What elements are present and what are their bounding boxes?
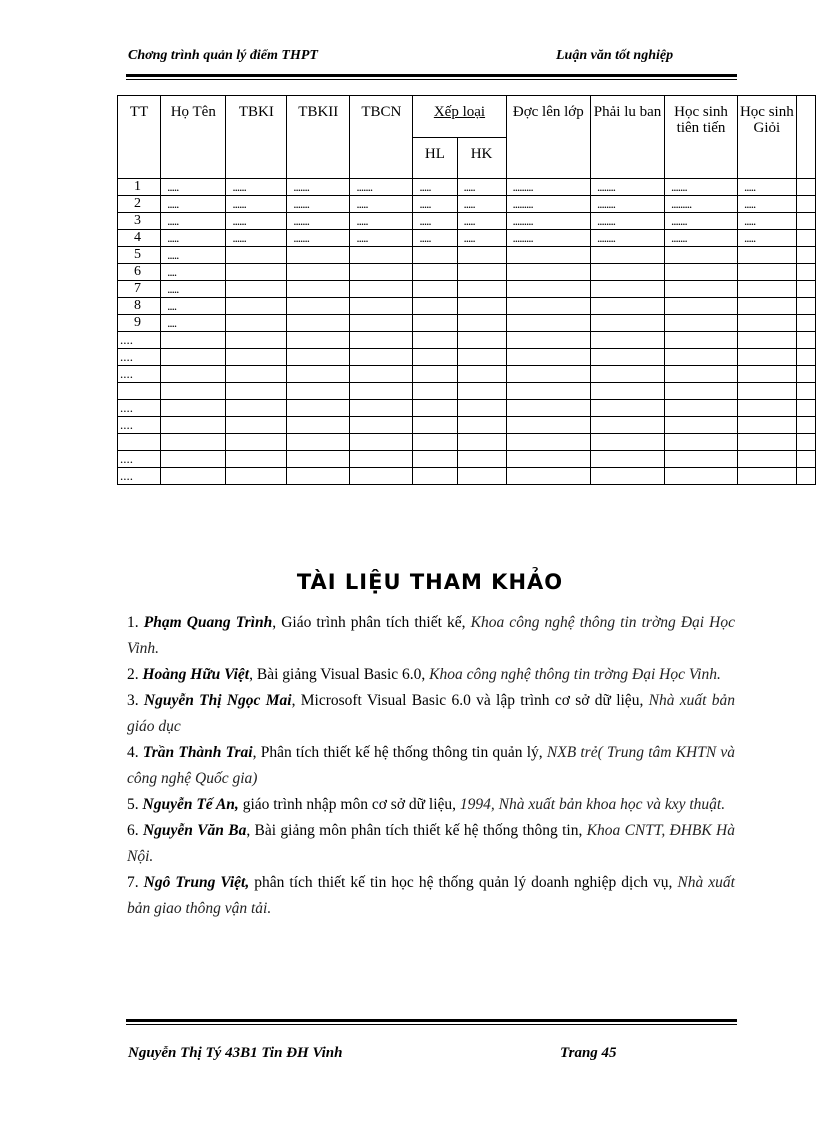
table-cell [161,349,226,366]
table-cell: ....... [665,179,738,196]
reference-text: , Giáo trình phân tích thiết kế, [272,614,471,631]
table-cell [226,247,287,264]
table-cell: ..... [161,281,226,298]
header-title-right: Luận văn tốt nghiệp [556,48,674,63]
table-cell [457,298,506,315]
table-cell [350,383,413,400]
reference-number: 1. [127,614,139,631]
table-cell [591,264,665,281]
table-row [118,196,816,213]
table-cell [413,451,457,468]
table-cell [413,315,457,332]
header-rule-thick [126,74,737,77]
table-cell: ..... [457,179,506,196]
table-cell-extra [796,281,815,298]
reference-number: 4. [127,744,139,761]
col-header-tbki: TBKI [226,96,287,179]
table-cell [457,434,506,451]
table-cell [287,417,350,434]
table-cell [161,400,226,417]
table-cell: ........ [591,179,665,196]
table-cell [287,383,350,400]
table-cell: ..... [161,196,226,213]
table-cell [287,281,350,298]
row-number: 5 [118,247,161,264]
col-header-tt: TT [118,96,161,179]
table-cell [506,264,591,281]
page-number: Trang 45 [560,1045,617,1061]
reference-source: Khoa CNTT, ĐHBK Hà Nội. [127,822,735,865]
table-cell [506,383,591,400]
table-cell [350,332,413,349]
table-cell [226,332,287,349]
table-cell [457,315,506,332]
table-cell [506,332,591,349]
table-cell [413,281,457,298]
table-cell: ...... [226,196,287,213]
table-cell-extra [796,349,815,366]
table-cell: ...... [226,230,287,247]
reference-item [127,740,735,792]
table-cell [665,468,738,485]
table-cell [506,400,591,417]
table-cell [738,332,797,349]
table-cell [738,400,797,417]
table-cell [738,298,797,315]
references-list [127,610,735,922]
table-cell: ..... [161,179,226,196]
reference-text: phân tích thiết kế tin học hệ thống quản lý doanh nghiệp dịch vụ, [249,874,678,891]
table-cell-extra [796,264,815,281]
reference-item [127,688,735,740]
table-cell [506,298,591,315]
table-cell [287,332,350,349]
table-cell: ......... [506,196,591,213]
table-cell [413,332,457,349]
reference-source: Nhà xuất bản giao thông vận tải. [127,874,735,917]
reference-text: , Bài giảng Visual Basic 6.0, [249,666,430,683]
table-cell [457,366,506,383]
header-title-left: Chơng trình quản lý điểm THPT [128,48,318,63]
table-cell [413,298,457,315]
table-cell [506,451,591,468]
table-cell [350,451,413,468]
table-cell [591,315,665,332]
table-cell [665,281,738,298]
col-header-hs-tien-tien: Học sinh tiên tiến [665,96,738,179]
table-cell [665,264,738,281]
table-cell: ..... [413,230,457,247]
table-cell [591,468,665,485]
reference-source: 1994, Nhà xuất bản khoa học và kxy thuật. [459,796,726,813]
table-cell [457,264,506,281]
table-cell-extra [796,400,815,417]
table-cell: ....... [287,196,350,213]
table-cell: ....... [287,213,350,230]
table-cell [350,281,413,298]
table-cell: ..... [738,179,797,196]
table-cell: ..... [413,179,457,196]
table-cell [457,332,506,349]
row-number: 8 [118,298,161,315]
table-cell [413,417,457,434]
table-row [118,383,816,400]
table-cell [226,468,287,485]
table-cell [457,281,506,298]
table-cell [226,281,287,298]
reference-author: Hoàng Hữu Việt [142,666,250,683]
col-header-duoc-len-lop: Đợc lên lớp [506,96,591,179]
table-cell [506,417,591,434]
reference-source: NXB trẻ( Trung tâm KHTN và công nghệ Quốc gia) [127,744,736,787]
table-row [118,281,816,298]
row-number: 9 [118,315,161,332]
table-cell: ......... [506,230,591,247]
table-cell: ...... [226,179,287,196]
row-number: 6 [118,264,161,281]
reference-item [127,870,735,922]
table-cell [161,451,226,468]
table-cell-extra [796,332,815,349]
table-cell [413,434,457,451]
footer-author: Nguyễn Thị Tý 43B1 Tin ĐH Vinh [128,1045,343,1061]
table-cell: ..... [161,230,226,247]
row-number: .... [118,349,161,366]
table-cell [161,434,226,451]
table-cell-extra [796,468,815,485]
table-cell [738,366,797,383]
table-cell [413,468,457,485]
reference-number: 5. [127,796,139,813]
grades-table-body [118,179,816,485]
table-cell [287,349,350,366]
table-cell [350,298,413,315]
table-cell [161,468,226,485]
table-row [118,213,816,230]
table-cell: ..... [738,196,797,213]
table-cell [457,451,506,468]
table-cell: ....... [287,230,350,247]
table-cell [350,349,413,366]
table-cell [350,434,413,451]
table-row [118,417,816,434]
table-row [118,315,816,332]
table-cell: ....... [287,179,350,196]
row-number: 4 [118,230,161,247]
row-number: 2 [118,196,161,213]
table-cell [665,451,738,468]
table-cell [738,281,797,298]
reference-number: 7. [127,874,139,891]
row-number: .... [118,332,161,349]
col-header-hs-gioi: Học sinh Giỏi [738,96,797,179]
table-cell: ......... [665,196,738,213]
table-cell: ....... [350,179,413,196]
table-cell [665,366,738,383]
table-cell: ......... [506,213,591,230]
table-cell [738,468,797,485]
table-cell: ..... [738,230,797,247]
table-cell [226,434,287,451]
table-cell [591,247,665,264]
table-row [118,366,816,383]
table-cell [506,349,591,366]
table-cell [457,383,506,400]
table-cell [591,281,665,298]
table-cell [350,264,413,281]
table-cell: ..... [413,196,457,213]
row-number: .... [118,366,161,383]
table-cell [738,451,797,468]
table-cell [226,264,287,281]
table-row [118,451,816,468]
reference-source: Nhà xuất bản giáo dục [127,692,735,735]
table-cell [665,434,738,451]
table-cell [287,434,350,451]
col-header-hk: HK [457,138,506,179]
table-cell-extra [796,247,815,264]
table-cell [738,264,797,281]
reference-author: Phạm Quang Trình [143,614,273,631]
table-cell [665,400,738,417]
table-cell-extra [796,213,815,230]
table-cell [413,383,457,400]
table-cell [665,247,738,264]
table-cell [161,417,226,434]
table-cell-extra [796,179,815,196]
table-cell-extra [796,451,815,468]
table-cell [413,366,457,383]
table-cell [287,451,350,468]
table-cell-extra [796,383,815,400]
table-cell-extra [796,417,815,434]
table-cell-extra [796,230,815,247]
table-cell: .... [161,315,226,332]
table-row [118,230,816,247]
table-cell: .... [161,298,226,315]
row-number: .... [118,400,161,417]
table-cell [287,315,350,332]
table-cell [350,315,413,332]
table-cell [738,434,797,451]
table-cell [457,247,506,264]
reference-author: Nguyễn Văn Ba [142,822,247,839]
reference-number: 3. [127,692,139,709]
table-cell [413,247,457,264]
table-cell [350,247,413,264]
table-cell [665,383,738,400]
table-cell: ..... [350,230,413,247]
table-cell [506,281,591,298]
table-cell [738,315,797,332]
table-cell [591,349,665,366]
table-cell [161,332,226,349]
table-cell-extra [796,298,815,315]
footer-rule-thick [126,1019,737,1022]
table-cell: ..... [457,213,506,230]
table-cell [287,366,350,383]
table-cell [161,366,226,383]
table-cell [457,468,506,485]
table-cell [506,434,591,451]
table-cell: ......... [506,179,591,196]
table-cell: ....... [665,230,738,247]
table-cell [350,366,413,383]
table-cell: ..... [457,230,506,247]
header-rule-thin [126,79,737,80]
table-cell [350,417,413,434]
table-cell: ........ [591,230,665,247]
reference-text: , Microsoft Visual Basic 6.0 và lập trình cơ sở dữ liệu, [291,692,649,709]
col-header-tbkii: TBKII [287,96,350,179]
table-cell [413,400,457,417]
row-number: .... [118,468,161,485]
table-cell [350,468,413,485]
table-cell: ..... [350,196,413,213]
table-cell: ...... [226,213,287,230]
table-cell: ..... [350,213,413,230]
table-cell [226,315,287,332]
table-cell: ........ [591,213,665,230]
table-cell [738,247,797,264]
reference-author: Nguyễn Tế An, [142,796,239,813]
table-cell [738,349,797,366]
row-number [118,383,161,400]
table-row [118,247,816,264]
table-cell [665,315,738,332]
reference-author: Trần Thành Trai [142,744,253,761]
grades-table [117,95,816,485]
col-header-ho-ten: Họ Tên [161,96,226,179]
reference-author: Ngô Trung Việt, [143,874,250,891]
row-number: 3 [118,213,161,230]
table-cell [591,332,665,349]
col-header-tbcn: TBCN [350,96,413,179]
col-header-phai-lu-ban: Phải lu ban [591,96,665,179]
reference-item [127,610,735,662]
table-cell [506,247,591,264]
table-cell: ....... [665,213,738,230]
reference-author: Nguyễn Thị Ngọc Mai [143,692,292,709]
table-cell: ..... [413,213,457,230]
table-row [118,298,816,315]
table-cell [287,264,350,281]
table-cell [457,349,506,366]
table-cell [226,349,287,366]
table-cell [665,349,738,366]
table-cell [591,400,665,417]
table-cell [226,451,287,468]
reference-text: , Phân tích thiết kế hệ thống thông tin quản lý, [252,744,547,761]
table-cell [226,298,287,315]
reference-number: 6. [127,822,139,839]
table-cell [226,400,287,417]
table-cell [287,298,350,315]
table-row [118,264,816,281]
table-cell: ..... [161,213,226,230]
table-cell [350,400,413,417]
table-cell [665,298,738,315]
table-row [118,400,816,417]
table-row [118,332,816,349]
table-cell [591,434,665,451]
reference-text: , Bài giảng môn phân tích thiết kế hệ thống thông tin, [246,822,587,839]
table-cell [413,349,457,366]
table-row [118,179,816,196]
table-cell [413,264,457,281]
table-cell [591,417,665,434]
row-number: 7 [118,281,161,298]
table-cell [591,451,665,468]
reference-source: Khoa công nghệ thông tin trờng Đại Học Vinh. [429,666,721,683]
table-cell [506,315,591,332]
table-cell [226,417,287,434]
reference-item [127,662,735,688]
row-number: 1 [118,179,161,196]
table-cell [161,383,226,400]
col-header-hl: HL [413,138,457,179]
table-cell [591,298,665,315]
table-cell [226,383,287,400]
table-row [118,349,816,366]
reference-source: Khoa công nghệ thông tin trờng Đại Học Vinh. [127,614,736,657]
table-cell [665,417,738,434]
table-cell: ..... [738,213,797,230]
footer-rule-thin [126,1024,737,1025]
table-row [118,434,816,451]
table-cell: ..... [161,247,226,264]
table-cell [506,366,591,383]
reference-text: giáo trình nhập môn cơ sở dữ liệu, [238,796,460,813]
table-cell [457,400,506,417]
table-cell-extra [796,434,815,451]
table-cell [287,247,350,264]
table-cell [226,366,287,383]
reference-item [127,792,735,818]
row-number: .... [118,417,161,434]
table-cell [457,417,506,434]
table-cell [738,383,797,400]
table-cell: ........ [591,196,665,213]
table-cell: .... [161,264,226,281]
table-cell [591,383,665,400]
table-cell [591,366,665,383]
col-header-xep-loai: Xếp loại [413,96,506,138]
table-cell-extra [796,315,815,332]
table-cell-extra [796,366,815,383]
table-cell: ..... [457,196,506,213]
reference-number: 2. [127,666,139,683]
row-number: .... [118,451,161,468]
table-cell-extra [796,196,815,213]
table-row [118,468,816,485]
table-cell [506,468,591,485]
table-cell [665,332,738,349]
reference-item [127,818,735,870]
references-title: TÀI LIỆU THAM KHẢO [296,570,564,594]
col-header-extra [796,96,815,179]
table-cell [287,468,350,485]
table-cell [738,417,797,434]
row-number [118,434,161,451]
table-cell [287,400,350,417]
